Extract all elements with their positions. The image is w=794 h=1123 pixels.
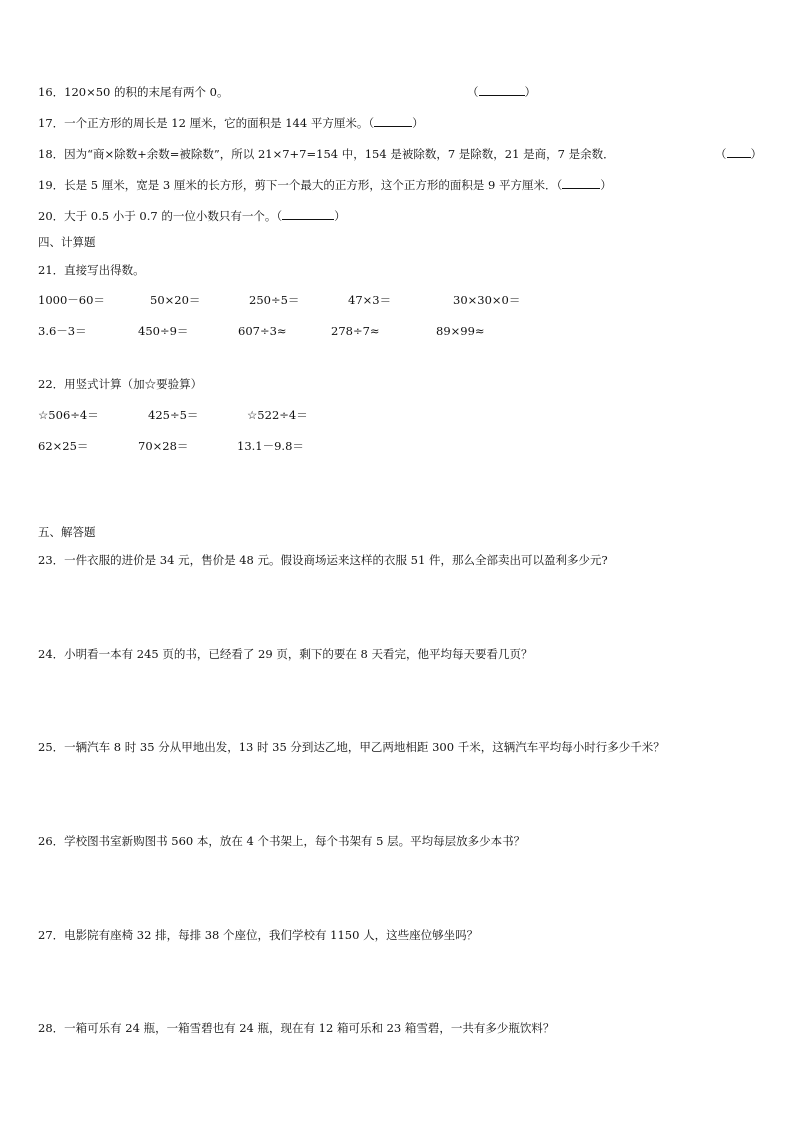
question-19: 19．长是 5 厘米，宽是 3 厘米的长方形，剪下一个最大的正方形，这个正方形的面积是 9 平方厘米．（ ） [38, 178, 612, 192]
calc-item: ☆522÷4＝ [247, 408, 308, 422]
calc-item: 278÷7≈ [331, 324, 380, 338]
question-24: 24．小明看一本有 245 页的书，已经看了 29 页，剩下的要在 8 天看完，他平均每天要看几页？ [38, 647, 533, 661]
question-16 [38, 84, 228, 100]
answer-blank-18[interactable]: （ ） [715, 147, 762, 161]
calc-item: 250÷5＝ [249, 293, 300, 307]
question-20: 20．大于 0.5 小于 0.7 的一位小数只有一个。（ ） [38, 209, 346, 223]
calc-item: 50×20＝ [150, 293, 201, 307]
question-28: 28．一箱可乐有 24 瓶，一箱雪碧也有 24 瓶，现在有 12 箱可乐和 23 箱雪碧，一共有多少瓶饮料？ [38, 1021, 555, 1035]
section-5-heading: 五、解答题 [38, 525, 96, 539]
question-18-text: 18．因为“商×除数+余数=被除数”，所以 21×7+7=154 中，154 是被除数，7 是除数，21 是商，7 是余数． [38, 147, 615, 161]
answer-blank-17[interactable] [374, 115, 412, 127]
question-22-title: 22．用竖式计算（加☆要验算） [38, 377, 203, 391]
question-16-text: 16．120×50 的积的末尾有两个 0。 [38, 85, 229, 99]
question-21-title: 21．直接写出得数。 [38, 263, 145, 277]
question-19-text: 19．长是 5 厘米，宽是 3 厘米的长方形，剪下一个最大的正方形，这个正方形的面积是 9 平方厘米．（ [38, 178, 563, 192]
calc-item: 62×25＝ [38, 439, 89, 453]
calc-item: ☆506÷4＝ [38, 408, 99, 422]
question-25: 25．一辆汽车 8 时 35 分从甲地出发，13 时 35 分到达乙地，甲乙两地相距 300 千米，这辆汽车平均每小时行多少千米？ [38, 740, 665, 754]
calc-item: 70×28＝ [138, 439, 189, 453]
answer-blank-19[interactable] [562, 177, 600, 189]
calc-item: 30×30×0＝ [453, 293, 521, 307]
question-17-text: 17．一个正方形的周长是 12 厘米，它的面积是 144 平方厘米。（ [38, 116, 375, 130]
question-27: 27．电影院有座椅 32 排，每排 38 个座位，我们学校有 1150 人，这些座位够坐吗？ [38, 928, 479, 942]
answer-blank-20[interactable] [282, 208, 334, 220]
question-26: 26．学校图书室新购图书 560 本，放在 4 个书架上，每个书架有 5 层。平均每层放多少本书？ [38, 834, 526, 848]
calc-item: 450÷9＝ [138, 324, 189, 338]
calc-item: 47×3＝ [348, 293, 392, 307]
calc-item: 425÷5＝ [148, 408, 199, 422]
calc-item: 607÷3≈ [238, 324, 287, 338]
answer-blank-16[interactable]: （ ） [467, 85, 536, 99]
calc-item: 3.6－3＝ [38, 324, 87, 338]
calc-item: 13.1－9.8＝ [237, 439, 304, 453]
question-23: 23．一件衣服的进价是 34 元，售价是 48 元。假设商场运来这样的衣服 51 件，那么全部卖出可以盈利多少元? [38, 553, 608, 567]
calc-item: 1000－60＝ [38, 293, 105, 307]
section-4-heading: 四、计算题 [38, 235, 96, 249]
calc-item: 89×99≈ [436, 324, 485, 338]
question-20-text: 20．大于 0.5 小于 0.7 的一位小数只有一个。（ [38, 209, 283, 223]
question-17: 17．一个正方形的周长是 12 厘米，它的面积是 144 平方厘米。（ ） [38, 116, 424, 130]
question-18 [38, 146, 615, 162]
